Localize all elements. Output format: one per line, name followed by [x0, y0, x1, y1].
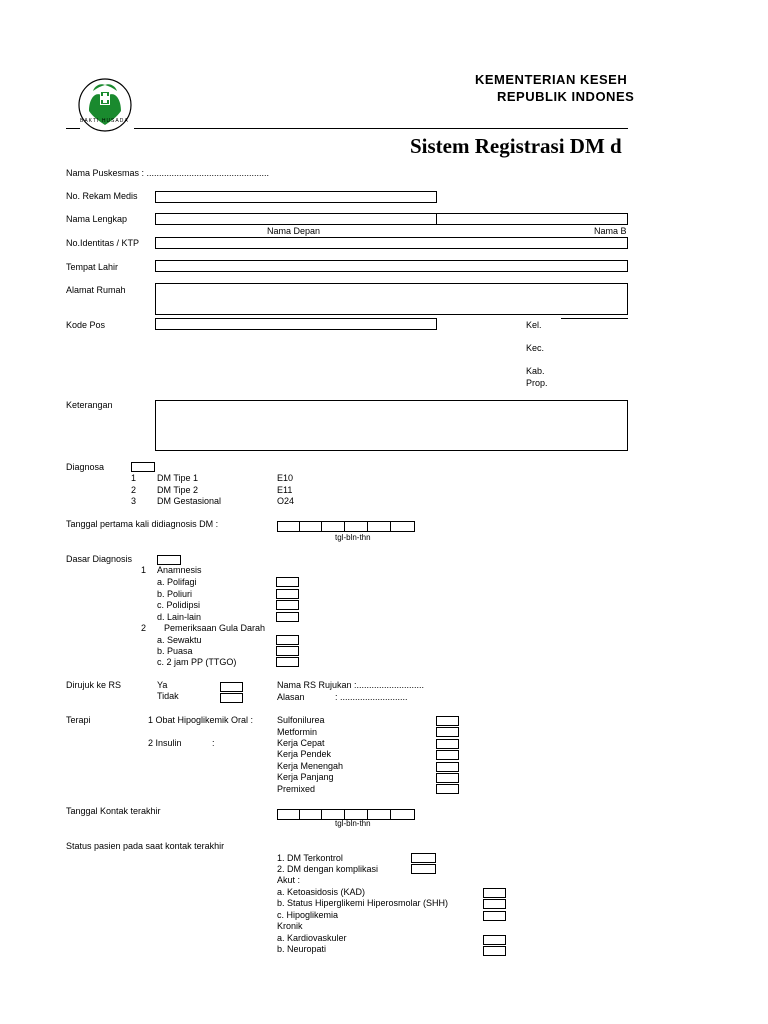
kel-label: Kel.: [526, 320, 542, 330]
rekam-medis-field[interactable]: [155, 191, 437, 203]
akut-checkbox[interactable]: [483, 888, 506, 898]
kontak-caption: tgl-bln-thn: [335, 819, 371, 828]
date-cell[interactable]: [390, 521, 415, 532]
date-cell[interactable]: [390, 809, 415, 820]
ministry-line2: REPUBLIK INDONES: [497, 89, 635, 104]
akut-item: c. Hipoglikemia: [277, 910, 339, 920]
anamnesis-item: a. Polifagi: [157, 577, 197, 587]
diagnosa-num: 1: [131, 473, 137, 483]
kec-label: Kec.: [526, 343, 545, 353]
terapi-label: Terapi: [66, 715, 91, 725]
dasar-code-box[interactable]: [157, 555, 181, 565]
kab-label: Kab.: [526, 366, 545, 376]
rujuk-tidak-label: Tidak: [157, 691, 179, 701]
terapi-item: Kerja Menengah: [277, 761, 344, 771]
terapi-checkbox[interactable]: [436, 739, 459, 749]
date-cell[interactable]: [321, 521, 345, 532]
rujuk-ya-checkbox[interactable]: [220, 682, 243, 692]
date-cell[interactable]: [277, 809, 300, 820]
kronik-item: b. Neuropati: [277, 944, 327, 954]
terapi-checkbox[interactable]: [436, 727, 459, 737]
tanggal-pertama-caption: tgl-bln-thn: [335, 533, 371, 542]
alasan-value: : ...........................: [335, 692, 408, 702]
date-cell[interactable]: [299, 521, 322, 532]
terapi-item: Premixed: [277, 784, 316, 794]
header-rule-left: [66, 128, 80, 129]
anamnesis-item: b. Poliuri: [157, 589, 193, 599]
ministry-line1: KEMENTERIAN KESEH: [475, 72, 628, 87]
identitas-label: No.Identitas / KTP: [66, 238, 140, 248]
terapi-item: Kerja Pendek: [277, 749, 332, 759]
kronik-checkbox[interactable]: [483, 935, 506, 945]
diagnosa-code: O24: [277, 496, 295, 506]
insulin-label: 2 Insulin: [148, 738, 182, 748]
anamnesis-checkbox[interactable]: [276, 577, 299, 587]
diagnosa-code-box[interactable]: [131, 462, 155, 472]
gula-darah-checkbox[interactable]: [276, 657, 299, 667]
nama-depan-caption: Nama Depan: [267, 226, 321, 236]
anamnesis-item: d. Lain-lain: [157, 612, 202, 622]
rekam-medis-label: No. Rekam Medis: [66, 191, 138, 201]
diagnosa-num: 2: [131, 485, 137, 495]
rujuk-tidak-checkbox[interactable]: [220, 693, 243, 703]
alamat-label: Alamat Rumah: [66, 285, 126, 295]
diagnosa-code: E10: [277, 473, 294, 483]
bakti-husada-logo: [77, 77, 133, 137]
nama-lengkap-label: Nama Lengkap: [66, 214, 128, 224]
diagnosa-name: DM Gestasional: [157, 496, 222, 506]
gula-darah-item: a. Sewaktu: [157, 635, 202, 645]
anamnesis-item: c. Polidipsi: [157, 600, 201, 610]
status-terkontrol: 1. DM Terkontrol: [277, 853, 343, 863]
date-cell[interactable]: [299, 809, 322, 820]
terapi-checkbox[interactable]: [436, 773, 459, 783]
gula-darah-num: 2: [141, 623, 147, 633]
logo-text: BAKTI HUSADA: [80, 118, 129, 124]
tempat-lahir-field[interactable]: [155, 260, 628, 272]
kronik-label: Kronik: [277, 921, 303, 931]
terapi-item: Kerja Panjang: [277, 772, 334, 782]
status-checkbox[interactable]: [411, 864, 436, 874]
status-label: Status pasien pada saat kontak terakhir: [66, 841, 225, 851]
gula-darah-checkbox[interactable]: [276, 646, 299, 656]
tempat-lahir-label: Tempat Lahir: [66, 262, 119, 272]
kel-rule: [561, 318, 628, 319]
gula-darah-checkbox[interactable]: [276, 635, 299, 645]
dasar-label: Dasar Diagnosis: [66, 554, 133, 564]
keterangan-label: Keterangan: [66, 400, 113, 410]
kode-pos-label: Kode Pos: [66, 320, 106, 330]
date-cell[interactable]: [367, 809, 391, 820]
date-cell[interactable]: [277, 521, 300, 532]
header-rule: [134, 128, 628, 129]
gula-darah-label: Pemeriksaan Gula Darah: [164, 623, 266, 633]
anamnesis-num: 1: [141, 565, 147, 575]
puskesmas-label: Nama Puskesmas : .................................................: [66, 168, 270, 178]
date-cell[interactable]: [367, 521, 391, 532]
terapi-checkbox[interactable]: [436, 784, 459, 794]
diagnosa-name: DM Tipe 2: [157, 485, 199, 495]
keterangan-field[interactable]: [155, 400, 628, 451]
alasan-label: Alasan: [277, 692, 305, 702]
nama-depan-field[interactable]: [155, 213, 437, 225]
akut-checkbox[interactable]: [483, 899, 506, 909]
diagnosa-label: Diagnosa: [66, 462, 105, 472]
terapi-checkbox[interactable]: [436, 762, 459, 772]
diagnosa-code: E11: [277, 485, 293, 495]
insulin-colon: :: [212, 738, 215, 748]
tanggal-pertama-label: Tanggal pertama kali didiagnosis DM :: [66, 519, 219, 529]
akut-checkbox[interactable]: [483, 911, 506, 921]
prop-label: Prop.: [526, 378, 548, 388]
date-cell[interactable]: [344, 521, 368, 532]
diagnosa-num: 3: [131, 496, 137, 506]
anamnesis-checkbox[interactable]: [276, 600, 299, 610]
identitas-field[interactable]: [155, 237, 628, 249]
nama-belakang-field[interactable]: [436, 213, 628, 225]
akut-label: Akut :: [277, 875, 301, 885]
akut-item: b. Status Hiperglikemi Hiperosmolar (SHH): [277, 898, 449, 908]
terapi-item: Metformin: [277, 727, 318, 737]
terapi-item: Sulfonilurea: [277, 715, 325, 725]
diagnosa-name: DM Tipe 1: [157, 473, 199, 483]
gula-darah-item: b. Puasa: [157, 646, 193, 656]
alamat-field[interactable]: [155, 283, 628, 315]
anamnesis-label: Anamnesis: [157, 565, 202, 575]
kode-pos-field[interactable]: [155, 318, 437, 330]
rujuk-label: Dirujuk ke RS: [66, 680, 122, 690]
anamnesis-checkbox[interactable]: [276, 589, 299, 599]
kontak-label: Tanggal Kontak terakhir: [66, 806, 161, 816]
status-komplikasi: 2. DM dengan komplikasi: [277, 864, 379, 874]
kronik-item: a. Kardiovaskuler: [277, 933, 347, 943]
rs-rujukan-label: Nama RS Rujukan :...........................: [277, 680, 425, 690]
akut-item: a. Ketoasidosis (KAD): [277, 887, 366, 897]
terapi-checkbox[interactable]: [436, 750, 459, 760]
anamnesis-checkbox[interactable]: [276, 612, 299, 622]
nama-belakang-caption: Nama B: [594, 226, 627, 236]
oral-label: 1 Obat Hipoglikemik Oral :: [148, 715, 254, 725]
status-checkbox[interactable]: [411, 853, 436, 863]
terapi-item: Kerja Cepat: [277, 738, 325, 748]
gula-darah-item: c. 2 jam PP (TTGO): [157, 657, 237, 667]
terapi-checkbox[interactable]: [436, 716, 459, 726]
page-title: Sistem Registrasi DM d: [410, 134, 622, 158]
rujuk-ya-label: Ya: [157, 680, 168, 690]
kronik-checkbox[interactable]: [483, 946, 506, 956]
